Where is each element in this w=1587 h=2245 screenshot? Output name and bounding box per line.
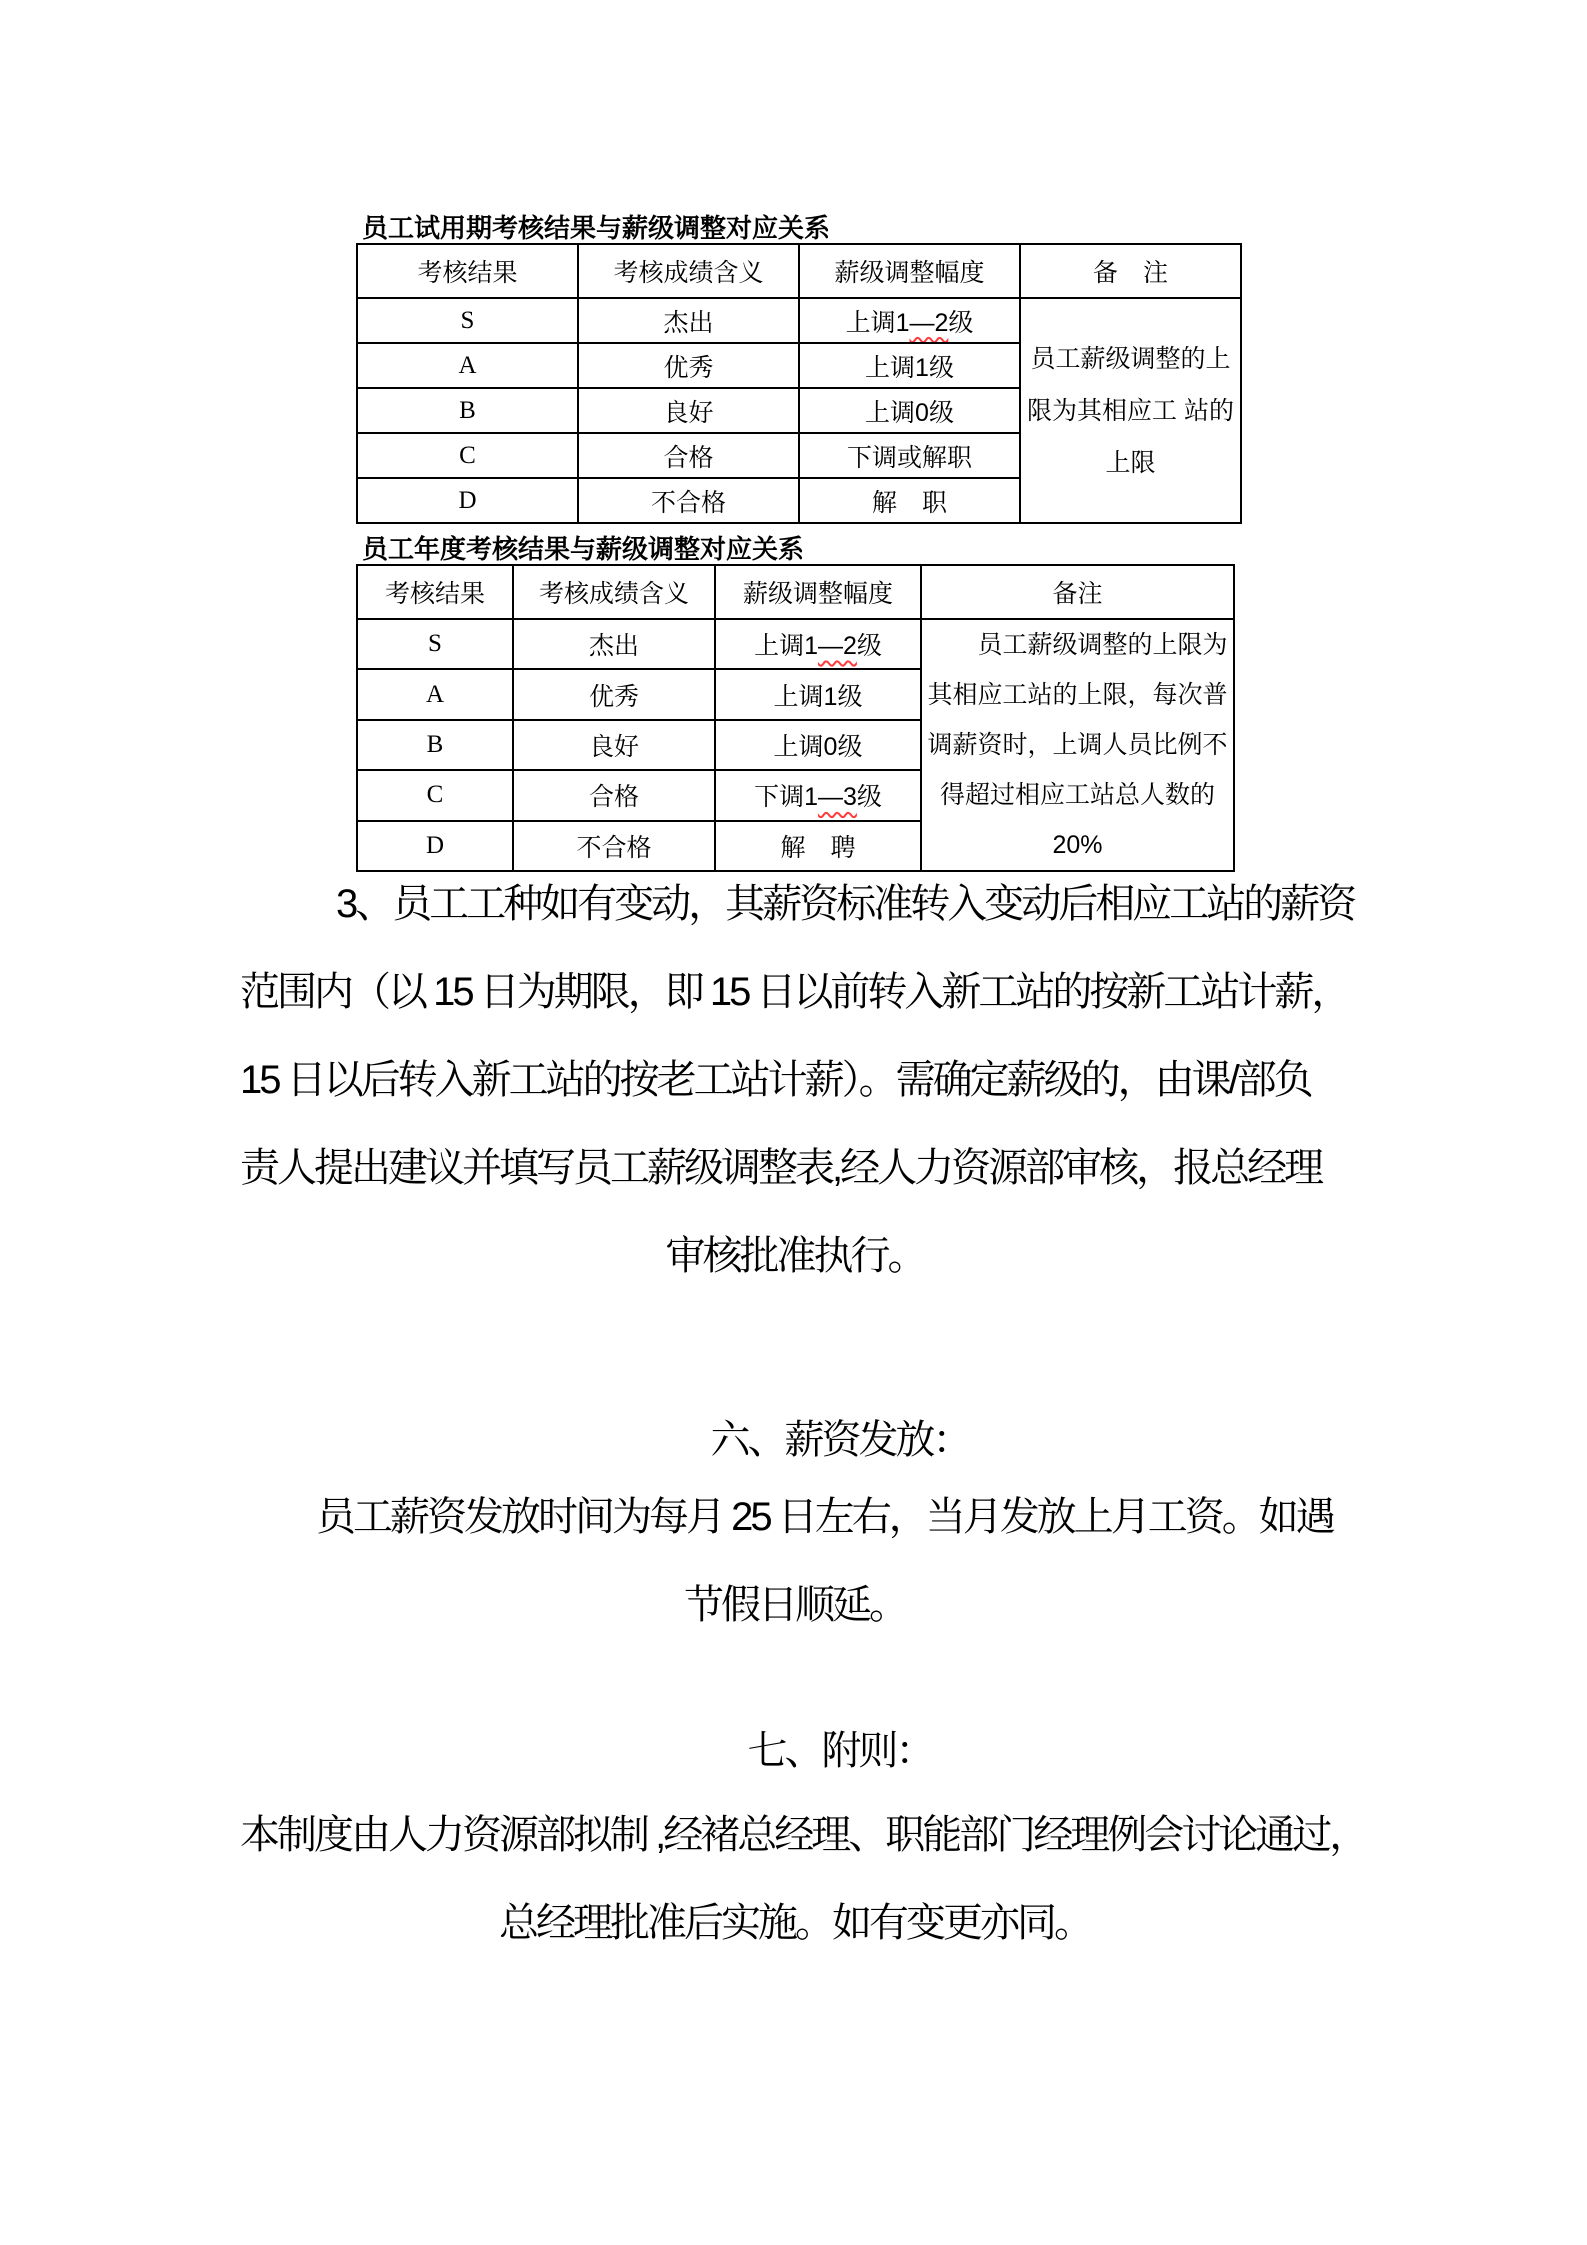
section-heading-supplementary: 七、附则： — [747, 1729, 933, 1773]
column-header-remark: 备 注 — [1020, 244, 1241, 298]
annual-assessment-table — [356, 564, 1235, 872]
table-header-row — [357, 244, 1241, 298]
meaning-cell: 不合格 — [513, 821, 715, 871]
paragraph-line: 本制度由人力资源部拟制 ,经褚总经理、职能部门经理例会讨论通过， — [240, 1813, 1367, 1857]
remark-cell: 员工薪级调整的上限为其相应工站的上限，每次普调薪资时，上调人员比例不得超过相应工站总人数的 20% — [921, 619, 1234, 871]
adjust-cell — [715, 770, 921, 820]
paragraph-line: 15 日以后转入新工站的按老工站计薪）。需确定薪级的，由课/部负 — [240, 1058, 1311, 1102]
paragraph-line: 总经理批准后实施。如有变更亦同。 — [499, 1901, 1091, 1945]
grade-cell: S — [357, 619, 513, 669]
paragraph-job-change — [240, 860, 1355, 1300]
adjust-cell: 上调0级 — [799, 388, 1020, 433]
table-row — [357, 298, 1241, 343]
adjust-cell: 解 职 — [799, 478, 1020, 523]
adjust-text: 级 — [856, 783, 882, 812]
grade-cell: C — [357, 433, 578, 478]
section-heading-salary-payment: 六、薪资发放： — [710, 1418, 970, 1462]
adjust-text: 上调1 — [845, 308, 910, 337]
adjust-cell — [715, 619, 921, 669]
grade-cell: A — [357, 343, 578, 388]
paragraph-line: 员工薪资发放时间为每月 25 日左右，当月发放上月工资。如遇 — [316, 1495, 1333, 1539]
column-header-meaning: 考核成绩含义 — [513, 565, 715, 619]
adjust-cell: 上调1级 — [715, 669, 921, 719]
spellcheck-underlined-text: —2 — [909, 308, 949, 337]
adjust-cell: 上调1级 — [799, 343, 1020, 388]
meaning-cell: 杰出 — [578, 298, 799, 343]
grade-cell: D — [357, 478, 578, 523]
grade-cell: A — [357, 669, 513, 719]
column-header-adjustment: 薪级调整幅度 — [799, 244, 1020, 298]
meaning-cell: 合格 — [578, 433, 799, 478]
table-row — [357, 619, 1234, 669]
meaning-cell: 优秀 — [578, 343, 799, 388]
paragraph-supplementary — [240, 1791, 1367, 1967]
grade-cell: B — [357, 720, 513, 770]
paragraph-line: 节假日顺延。 — [684, 1583, 906, 1627]
meaning-cell: 良好 — [578, 388, 799, 433]
grade-cell: B — [357, 388, 578, 433]
meaning-cell: 不合格 — [578, 478, 799, 523]
adjust-text: 上调1 — [754, 632, 818, 661]
grade-cell: C — [357, 770, 513, 820]
column-header-result: 考核结果 — [357, 565, 513, 619]
adjust-cell: 解 聘 — [715, 821, 921, 871]
paragraph-line: 责人提出建议并填写员工薪级调整表,经人力资源部审核，报总经理 — [240, 1146, 1322, 1190]
adjust-text: 级 — [856, 632, 882, 661]
remark-cell: 员工薪级调整的上限为其相应工 站的上限 — [1020, 298, 1241, 523]
adjust-text: 下调1 — [754, 783, 818, 812]
paragraph-line: 3、员工工种如有变动，其薪资标准转入变动后相应工站的薪资 — [336, 882, 1355, 926]
spellcheck-underlined-text: —2 — [817, 632, 857, 661]
adjust-text: 级 — [948, 308, 974, 337]
grade-cell: S — [357, 298, 578, 343]
column-header-adjustment: 薪级调整幅度 — [715, 565, 921, 619]
meaning-cell: 合格 — [513, 770, 715, 820]
paragraph-salary-payment — [240, 1473, 1350, 1649]
spellcheck-underlined-text: —3 — [817, 783, 857, 812]
adjust-cell: 上调0级 — [715, 720, 921, 770]
probation-assessment-table — [356, 243, 1242, 524]
paragraph-line: 审核批准执行。 — [665, 1234, 925, 1278]
meaning-cell: 杰出 — [513, 619, 715, 669]
meaning-cell: 优秀 — [513, 669, 715, 719]
column-header-remark: 备注 — [921, 565, 1234, 619]
column-header-result: 考核结果 — [357, 244, 578, 298]
adjust-cell: 下调或解职 — [799, 433, 1020, 478]
annual-table-title: 员工年度考核结果与薪级调整对应关系 — [362, 534, 805, 564]
table-header-row — [357, 565, 1234, 619]
paragraph-line: 范围内（以 15 日为期限，即 15 日以前转入新工站的按新工站计薪， — [240, 970, 1349, 1014]
meaning-cell: 良好 — [513, 720, 715, 770]
adjust-cell — [799, 298, 1020, 343]
column-header-meaning: 考核成绩含义 — [578, 244, 799, 298]
grade-cell: D — [357, 821, 513, 871]
probation-table-title: 员工试用期考核结果与薪级调整对应关系 — [362, 213, 831, 243]
